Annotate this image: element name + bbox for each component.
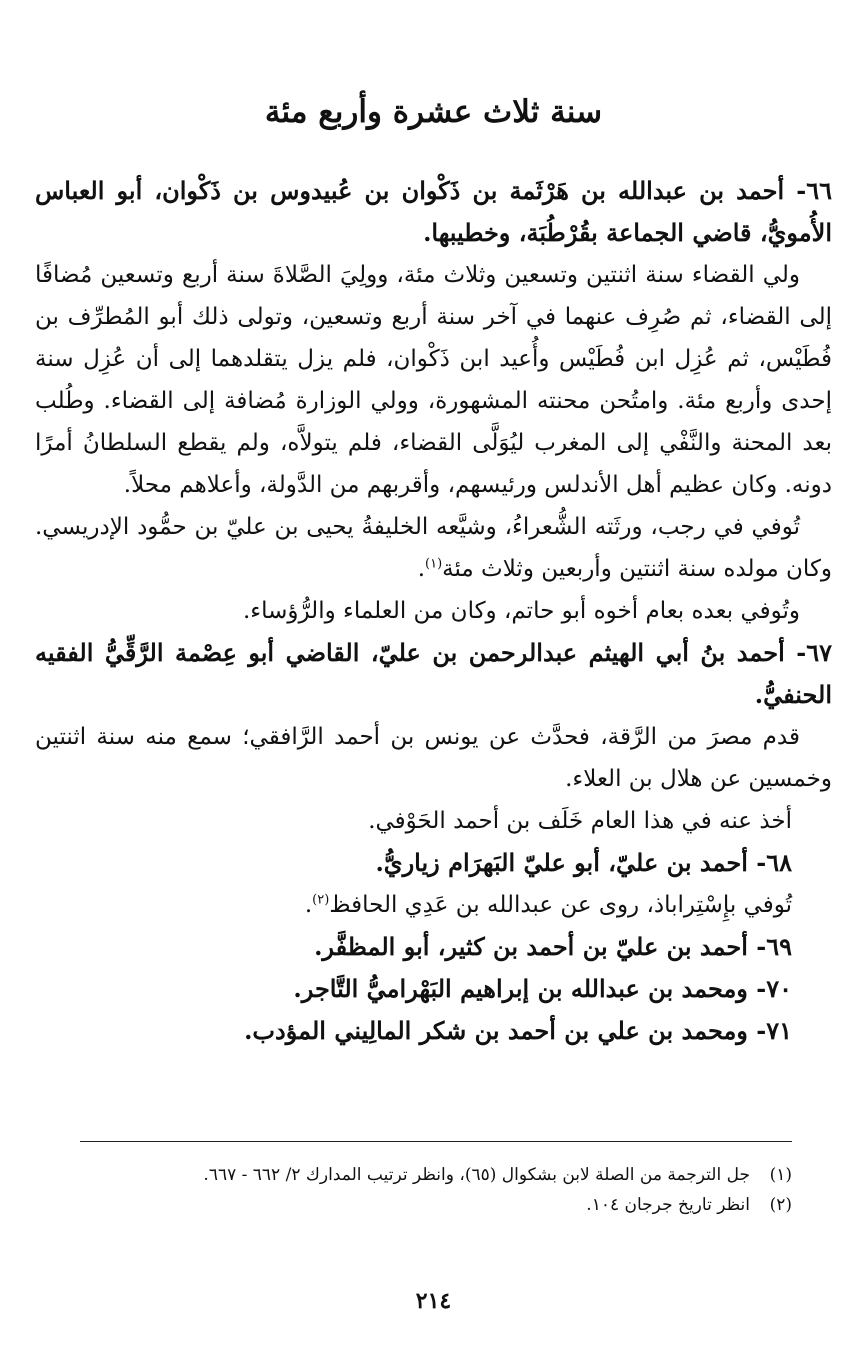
entry-68-heading: ٦٨- أحمد بن عليّ، أبو عليّ البَهرَام زياريُّ.: [375, 848, 792, 877]
entry-66-paragraph-2-text: تُوفي في رجب، ورثَته الشُّعراءُ، وشيَّعه الخليفةُ يحيى بن عليّ بن حمُّود الإدريسي. وكان مولده سنة اثنتين وأربعين وثلاث مئة: [35, 514, 832, 582]
entry-66-heading: ٦٦- أحمد بن عبدالله بن هَرْثَمة بن ذَكْوان بن عُبيدوس بن ذَكْوان، أبو العباس الأُمويُّ، قاضي الجماعة بقُرْطُبَة، وخطيبها.: [35, 176, 832, 247]
entry-66-paragraph-2: [35, 506, 832, 590]
entry-69-heading: ٦٩- أحمد بن عليّ بن أحمد بن كثير، أبو المظفَّر.: [314, 932, 792, 961]
entry-67-paragraph-1: قدم مصرَ من الرَّقة، فحدَّث عن يونس بن أحمد الرَّافقي؛ سمع منه سنة اثنتين وخمسين عن هلال بن العلاء.: [35, 724, 832, 792]
main-text: [35, 170, 832, 1052]
footnote-ref-2[interactable]: (٢): [312, 892, 330, 908]
entry-66-paragraph-2-end: .: [417, 556, 426, 582]
entry-67-paragraph-2: أخذ عنه في هذا العام خَلَف بن أحمد الحَوْفي.: [368, 808, 792, 834]
footnote-1: [72, 1160, 792, 1190]
entry-66-paragraph-3: وتُوفي بعده بعام أخوه أبو حاتم، وكان من العلماء والرُّؤساء.: [242, 598, 800, 624]
footnote-divider: [80, 1141, 792, 1142]
footnote-1-number: (١): [769, 1165, 792, 1185]
entry-68-paragraph-1: [35, 884, 832, 926]
entry-68-paragraph-1-end: .: [304, 892, 313, 918]
page-number: ٢١٤: [415, 1288, 452, 1314]
footnote-1-text: جل الترجمة من الصلة لابن بشكوال (٦٥)، وانظر ترتيب المدارك ٢/ ٦٦٢ - ٦٦٧.: [203, 1165, 750, 1185]
entry-71-heading: ٧١- ومحمد بن علي بن أحمد بن شكر المالِيني المؤدب.: [244, 1016, 792, 1045]
entry-68-paragraph-1-text: تُوفي بإِسْتِراباذ، روى عن عبدالله بن عَدِي الحافظ: [329, 892, 792, 918]
page-title: سنة ثلاث عشرة وأربع مئة: [264, 94, 603, 130]
entry-67-heading: ٦٧- أحمد بنُ أبي الهيثم عبدالرحمن بن عليّ، القاضي أبو عِصْمة الرَّقِّيُّ الفقيه الحنفيُّ.: [35, 638, 832, 709]
footnotes: [72, 1160, 792, 1220]
footnote-2: [72, 1190, 792, 1220]
footnote-2-number: (٢): [769, 1195, 792, 1215]
entry-66-paragraph-1: ولي القضاء سنة اثنتين وتسعين وثلاث مئة، وولِيَ الصَّلاةَ سنة أربع وتسعين مُضافًا إلى القضاء، ثم صُرِف عنهما في آخر سنة أربع وتسعين، وتولى ذلك أبو المُطرِّف بن فُطَيْس، ثم عُزِل ابن فُطَيْس وأُعيد ابن ذَكْوان، فلم يزل يتقلدهما إلى أن عُزِل سنة إحدى وأربع مئة. وامتُحن محنته المشهورة، وولي الوزارة مُضافة إلى القضاء. وطُلب بعد المحنة والنَّفْي إلى المغرب ليُوَلَّى القضاء، فلم يتولاَّه، ولم يقطع السلطانُ أمرًا دونه. وكان عظيم أهل الأندلس ورئيسهم، وأقربهم من الدَّولة، وأعلاهم محلاً.: [35, 262, 832, 498]
footnote-2-text: انظر تاريخ جرجان ١٠٤.: [586, 1195, 750, 1215]
footnote-ref-1[interactable]: (١): [425, 556, 443, 572]
entry-70-heading: ٧٠- ومحمد بن عبدالله بن إبراهيم البَهْراميُّ التَّاجر.: [293, 974, 792, 1003]
